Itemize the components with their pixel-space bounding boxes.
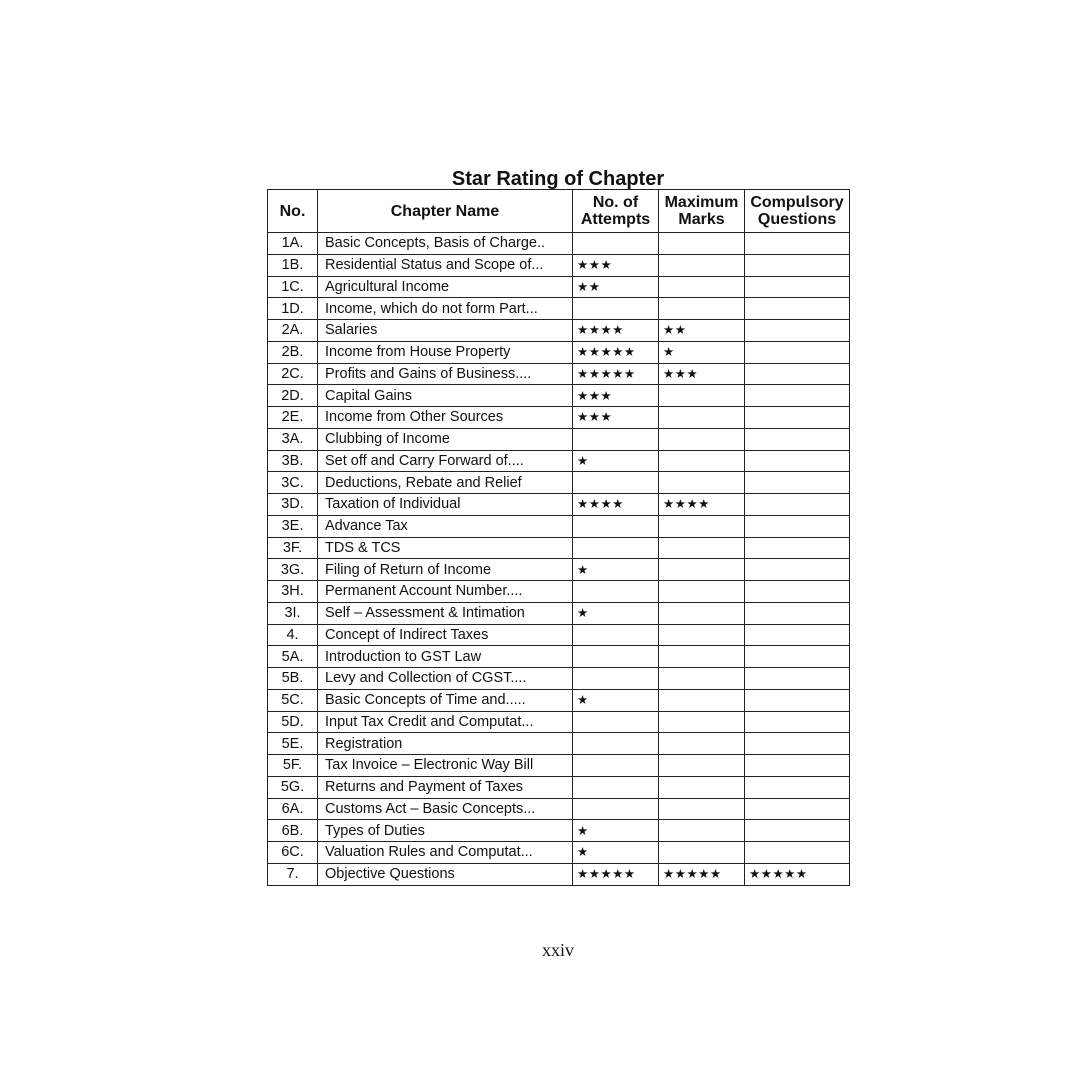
chapter-number: 7. xyxy=(268,863,318,885)
chapter-name: TDS & TCS xyxy=(318,537,573,559)
chapter-name: Customs Act – Basic Concepts... xyxy=(318,798,573,820)
table-row xyxy=(268,559,850,581)
attempts-rating xyxy=(573,537,659,559)
star-icon: ★ xyxy=(772,866,785,882)
max-marks-rating xyxy=(659,298,745,320)
header-attempts xyxy=(573,190,659,233)
star-icon: ★ xyxy=(600,257,613,273)
chapter-name: Income, which do not form Part... xyxy=(318,298,573,320)
attempts-rating xyxy=(573,711,659,733)
star-icon: ★ xyxy=(577,365,589,381)
max-marks-rating xyxy=(659,385,745,407)
star-icon: ★ xyxy=(577,387,589,403)
chapter-name: Salaries xyxy=(318,320,573,342)
star-icon: ★ xyxy=(623,365,636,381)
chapter-number: 2C. xyxy=(268,363,318,385)
compulsory-rating xyxy=(745,559,850,581)
chapter-number: 2B. xyxy=(268,341,318,363)
star-icon: ★ xyxy=(612,496,624,512)
star-icon: ★ xyxy=(600,344,613,360)
star-icon: ★ xyxy=(588,496,601,512)
header-max-marks xyxy=(659,190,745,233)
table-row xyxy=(268,537,850,559)
max-marks-rating xyxy=(659,798,745,820)
compulsory-rating xyxy=(745,711,850,733)
chapter-name: Self – Assessment & Intimation xyxy=(318,602,573,624)
star-icon: ★ xyxy=(663,365,675,381)
attempts-rating xyxy=(573,842,659,864)
max-marks-rating xyxy=(659,341,745,363)
attempts-rating xyxy=(573,646,659,668)
star-icon: ★ xyxy=(577,822,589,838)
star-icon: ★ xyxy=(588,866,601,882)
star-icon: ★ xyxy=(663,344,675,360)
attempts-rating xyxy=(573,755,659,777)
compulsory-rating xyxy=(745,515,850,537)
chapter-number: 6A. xyxy=(268,798,318,820)
table-row xyxy=(268,581,850,603)
max-marks-rating xyxy=(659,472,745,494)
chapter-number: 5F. xyxy=(268,755,318,777)
star-icon: ★ xyxy=(588,409,601,425)
max-marks-rating xyxy=(659,842,745,864)
star-icon: ★ xyxy=(623,866,636,882)
star-icon: ★ xyxy=(600,496,613,512)
star-icon: ★ xyxy=(577,409,589,425)
compulsory-rating xyxy=(745,385,850,407)
table-row xyxy=(268,276,850,298)
chapter-number: 5E. xyxy=(268,733,318,755)
max-marks-rating xyxy=(659,450,745,472)
chapter-name: Permanent Account Number.... xyxy=(318,581,573,603)
chapter-number: 3C. xyxy=(268,472,318,494)
compulsory-rating xyxy=(745,407,850,429)
star-icon: ★ xyxy=(698,866,710,882)
star-icon: ★ xyxy=(577,257,589,273)
star-icon: ★ xyxy=(600,409,613,425)
table-row xyxy=(268,515,850,537)
max-marks-rating xyxy=(659,755,745,777)
star-icon: ★ xyxy=(577,344,589,360)
star-icon: ★ xyxy=(577,844,589,860)
max-marks-rating xyxy=(659,537,745,559)
chapter-name: Registration xyxy=(318,733,573,755)
attempts-rating xyxy=(573,624,659,646)
header-marks-line2: Marks xyxy=(678,211,725,228)
chapter-name: Residential Status and Scope of... xyxy=(318,254,573,276)
header-compulsory-line2: Questions xyxy=(757,211,837,228)
chapter-number: 2E. xyxy=(268,407,318,429)
attempts-rating xyxy=(573,776,659,798)
chapter-name: Income from House Property xyxy=(318,341,573,363)
star-icon: ★ xyxy=(663,496,675,512)
table-row xyxy=(268,733,850,755)
table-body xyxy=(268,233,850,886)
compulsory-rating xyxy=(745,820,850,842)
compulsory-rating xyxy=(745,798,850,820)
chapter-number: 6C. xyxy=(268,842,318,864)
header-compulsory-questions xyxy=(745,190,850,233)
chapter-number: 5C. xyxy=(268,689,318,711)
star-icon: ★ xyxy=(663,866,675,882)
star-icon: ★ xyxy=(686,866,699,882)
chapter-name: Basic Concepts, Basis of Charge.. xyxy=(318,233,573,255)
page-number: xxiv xyxy=(541,940,574,960)
attempts-rating xyxy=(573,581,659,603)
chapter-number: 4. xyxy=(268,624,318,646)
max-marks-rating xyxy=(659,581,745,603)
star-icon: ★ xyxy=(612,866,624,882)
chapter-name: Objective Questions xyxy=(318,863,573,885)
compulsory-rating xyxy=(745,363,850,385)
table-row xyxy=(268,798,850,820)
chapter-number: 3F. xyxy=(268,537,318,559)
max-marks-rating xyxy=(659,624,745,646)
attempts-rating xyxy=(573,733,659,755)
attempts-rating xyxy=(573,472,659,494)
table-row xyxy=(268,298,850,320)
star-icon: ★ xyxy=(612,322,624,338)
max-marks-rating xyxy=(659,233,745,255)
star-icon: ★ xyxy=(612,344,624,360)
chapter-number: 3D. xyxy=(268,494,318,516)
table-row xyxy=(268,233,850,255)
header-attempts-line2: Attempts xyxy=(580,211,651,228)
compulsory-rating xyxy=(745,254,850,276)
star-icon: ★ xyxy=(577,605,589,621)
page-title: Star Rating of Chapter xyxy=(451,168,665,190)
chapter-number: 3B. xyxy=(268,450,318,472)
compulsory-rating xyxy=(745,472,850,494)
compulsory-rating xyxy=(745,755,850,777)
chapter-number: 1B. xyxy=(268,254,318,276)
star-icon: ★ xyxy=(577,452,589,468)
max-marks-rating xyxy=(659,559,745,581)
chapter-name: Tax Invoice – Electronic Way Bill xyxy=(318,755,573,777)
attempts-rating xyxy=(573,233,659,255)
chapter-name: Agricultural Income xyxy=(318,276,573,298)
table-row xyxy=(268,363,850,385)
chapter-number: 6B. xyxy=(268,820,318,842)
chapter-number: 1C. xyxy=(268,276,318,298)
chapter-number: 5B. xyxy=(268,668,318,690)
attempts-rating xyxy=(573,798,659,820)
chapter-name: Set off and Carry Forward of.... xyxy=(318,450,573,472)
chapter-number: 5A. xyxy=(268,646,318,668)
star-icon: ★ xyxy=(588,365,601,381)
chapter-number: 5D. xyxy=(268,711,318,733)
compulsory-rating xyxy=(745,298,850,320)
chapter-number: 3I. xyxy=(268,602,318,624)
chapter-number: 3A. xyxy=(268,428,318,450)
star-icon: ★ xyxy=(623,344,636,360)
attempts-rating xyxy=(573,515,659,537)
chapter-number: 3E. xyxy=(268,515,318,537)
star-icon: ★ xyxy=(674,322,687,338)
chapter-name: Types of Duties xyxy=(318,820,573,842)
compulsory-rating xyxy=(745,624,850,646)
compulsory-rating xyxy=(745,863,850,885)
star-icon: ★ xyxy=(795,866,808,882)
table-row xyxy=(268,320,850,342)
chapter-name: Introduction to GST Law xyxy=(318,646,573,668)
max-marks-rating xyxy=(659,515,745,537)
star-icon: ★ xyxy=(600,866,613,882)
max-marks-rating xyxy=(659,820,745,842)
table-row xyxy=(268,776,850,798)
compulsory-rating xyxy=(745,537,850,559)
table-row xyxy=(268,624,850,646)
chapter-number: 1D. xyxy=(268,298,318,320)
table-row xyxy=(268,341,850,363)
table-header-row xyxy=(268,190,850,233)
chapter-name: Filing of Return of Income xyxy=(318,559,573,581)
star-icon: ★ xyxy=(577,322,589,338)
attempts-rating xyxy=(573,450,659,472)
star-icon: ★ xyxy=(749,866,761,882)
star-icon: ★ xyxy=(600,387,613,403)
compulsory-rating xyxy=(745,646,850,668)
star-icon: ★ xyxy=(698,496,710,512)
chapter-number: 3H. xyxy=(268,581,318,603)
table-row xyxy=(268,711,850,733)
chapter-name: Taxation of Individual xyxy=(318,494,573,516)
max-marks-rating xyxy=(659,733,745,755)
compulsory-rating xyxy=(745,320,850,342)
max-marks-rating xyxy=(659,494,745,516)
chapter-name: Income from Other Sources xyxy=(318,407,573,429)
star-icon: ★ xyxy=(600,365,613,381)
attempts-rating xyxy=(573,341,659,363)
star-icon: ★ xyxy=(663,322,675,338)
star-icon: ★ xyxy=(612,365,624,381)
chapter-name: Profits and Gains of Business.... xyxy=(318,363,573,385)
attempts-rating xyxy=(573,363,659,385)
chapter-number: 3G. xyxy=(268,559,318,581)
attempts-rating xyxy=(573,428,659,450)
chapter-number: 5G. xyxy=(268,776,318,798)
star-icon: ★ xyxy=(577,561,589,577)
chapter-number: 2D. xyxy=(268,385,318,407)
max-marks-rating xyxy=(659,407,745,429)
max-marks-rating xyxy=(659,689,745,711)
star-icon: ★ xyxy=(577,278,589,294)
table-row xyxy=(268,668,850,690)
chapter-name: Basic Concepts of Time and..... xyxy=(318,689,573,711)
table-row xyxy=(268,450,850,472)
chapter-name: Levy and Collection of CGST.... xyxy=(318,668,573,690)
chapter-name: Capital Gains xyxy=(318,385,573,407)
chapter-name: Concept of Indirect Taxes xyxy=(318,624,573,646)
compulsory-rating xyxy=(745,428,850,450)
star-icon: ★ xyxy=(709,866,722,882)
attempts-rating xyxy=(573,668,659,690)
chapter-number: 2A. xyxy=(268,320,318,342)
star-icon: ★ xyxy=(784,866,796,882)
star-icon: ★ xyxy=(760,866,773,882)
chapter-name: Valuation Rules and Computat... xyxy=(318,842,573,864)
star-icon: ★ xyxy=(674,496,687,512)
attempts-rating xyxy=(573,254,659,276)
table-row xyxy=(268,472,850,494)
star-icon: ★ xyxy=(577,692,589,708)
chapter-name: Clubbing of Income xyxy=(318,428,573,450)
attempts-rating xyxy=(573,407,659,429)
star-icon: ★ xyxy=(674,866,687,882)
star-icon: ★ xyxy=(686,496,699,512)
header-compulsory-line1: Compulsory xyxy=(750,194,844,211)
compulsory-rating xyxy=(745,450,850,472)
table-row xyxy=(268,428,850,450)
max-marks-rating xyxy=(659,363,745,385)
chapter-name: Advance Tax xyxy=(318,515,573,537)
attempts-rating xyxy=(573,863,659,885)
max-marks-rating xyxy=(659,602,745,624)
attempts-rating xyxy=(573,820,659,842)
attempts-rating xyxy=(573,602,659,624)
compulsory-rating xyxy=(745,581,850,603)
max-marks-rating xyxy=(659,276,745,298)
attempts-rating xyxy=(573,320,659,342)
table-row xyxy=(268,602,850,624)
max-marks-rating xyxy=(659,320,745,342)
compulsory-rating xyxy=(745,341,850,363)
compulsory-rating xyxy=(745,842,850,864)
star-icon: ★ xyxy=(588,257,601,273)
star-icon: ★ xyxy=(577,866,589,882)
star-icon: ★ xyxy=(686,365,699,381)
table-row xyxy=(268,407,850,429)
compulsory-rating xyxy=(745,776,850,798)
attempts-rating xyxy=(573,385,659,407)
star-icon: ★ xyxy=(577,496,589,512)
table-row xyxy=(268,689,850,711)
star-icon: ★ xyxy=(588,278,601,294)
attempts-rating xyxy=(573,298,659,320)
table-row xyxy=(268,863,850,885)
compulsory-rating xyxy=(745,733,850,755)
attempts-rating xyxy=(573,689,659,711)
compulsory-rating xyxy=(745,689,850,711)
header-marks-line1: Maximum xyxy=(664,194,739,211)
table-row xyxy=(268,385,850,407)
table-row xyxy=(268,646,850,668)
max-marks-rating xyxy=(659,711,745,733)
max-marks-rating xyxy=(659,668,745,690)
table-row xyxy=(268,820,850,842)
attempts-rating xyxy=(573,494,659,516)
star-icon: ★ xyxy=(588,344,601,360)
star-icon: ★ xyxy=(600,322,613,338)
header-attempts-line1: No. of xyxy=(592,194,639,211)
star-icon: ★ xyxy=(588,322,601,338)
attempts-rating xyxy=(573,559,659,581)
max-marks-rating xyxy=(659,428,745,450)
table-row xyxy=(268,494,850,516)
chapter-name: Deductions, Rebate and Relief xyxy=(318,472,573,494)
attempts-rating xyxy=(573,276,659,298)
max-marks-rating xyxy=(659,646,745,668)
header-chapter-name: Chapter Name xyxy=(318,190,573,233)
chapter-name: Input Tax Credit and Computat... xyxy=(318,711,573,733)
chapter-name: Returns and Payment of Taxes xyxy=(318,776,573,798)
table-row xyxy=(268,254,850,276)
compulsory-rating xyxy=(745,602,850,624)
star-icon: ★ xyxy=(588,387,601,403)
compulsory-rating xyxy=(745,494,850,516)
table-row xyxy=(268,842,850,864)
compulsory-rating xyxy=(745,668,850,690)
max-marks-rating xyxy=(659,863,745,885)
max-marks-rating xyxy=(659,254,745,276)
chapter-number: 1A. xyxy=(268,233,318,255)
table-row xyxy=(268,755,850,777)
compulsory-rating xyxy=(745,233,850,255)
max-marks-rating xyxy=(659,776,745,798)
compulsory-rating xyxy=(745,276,850,298)
star-rating-table xyxy=(267,189,850,886)
star-icon: ★ xyxy=(674,365,687,381)
header-no: No. xyxy=(268,190,318,233)
